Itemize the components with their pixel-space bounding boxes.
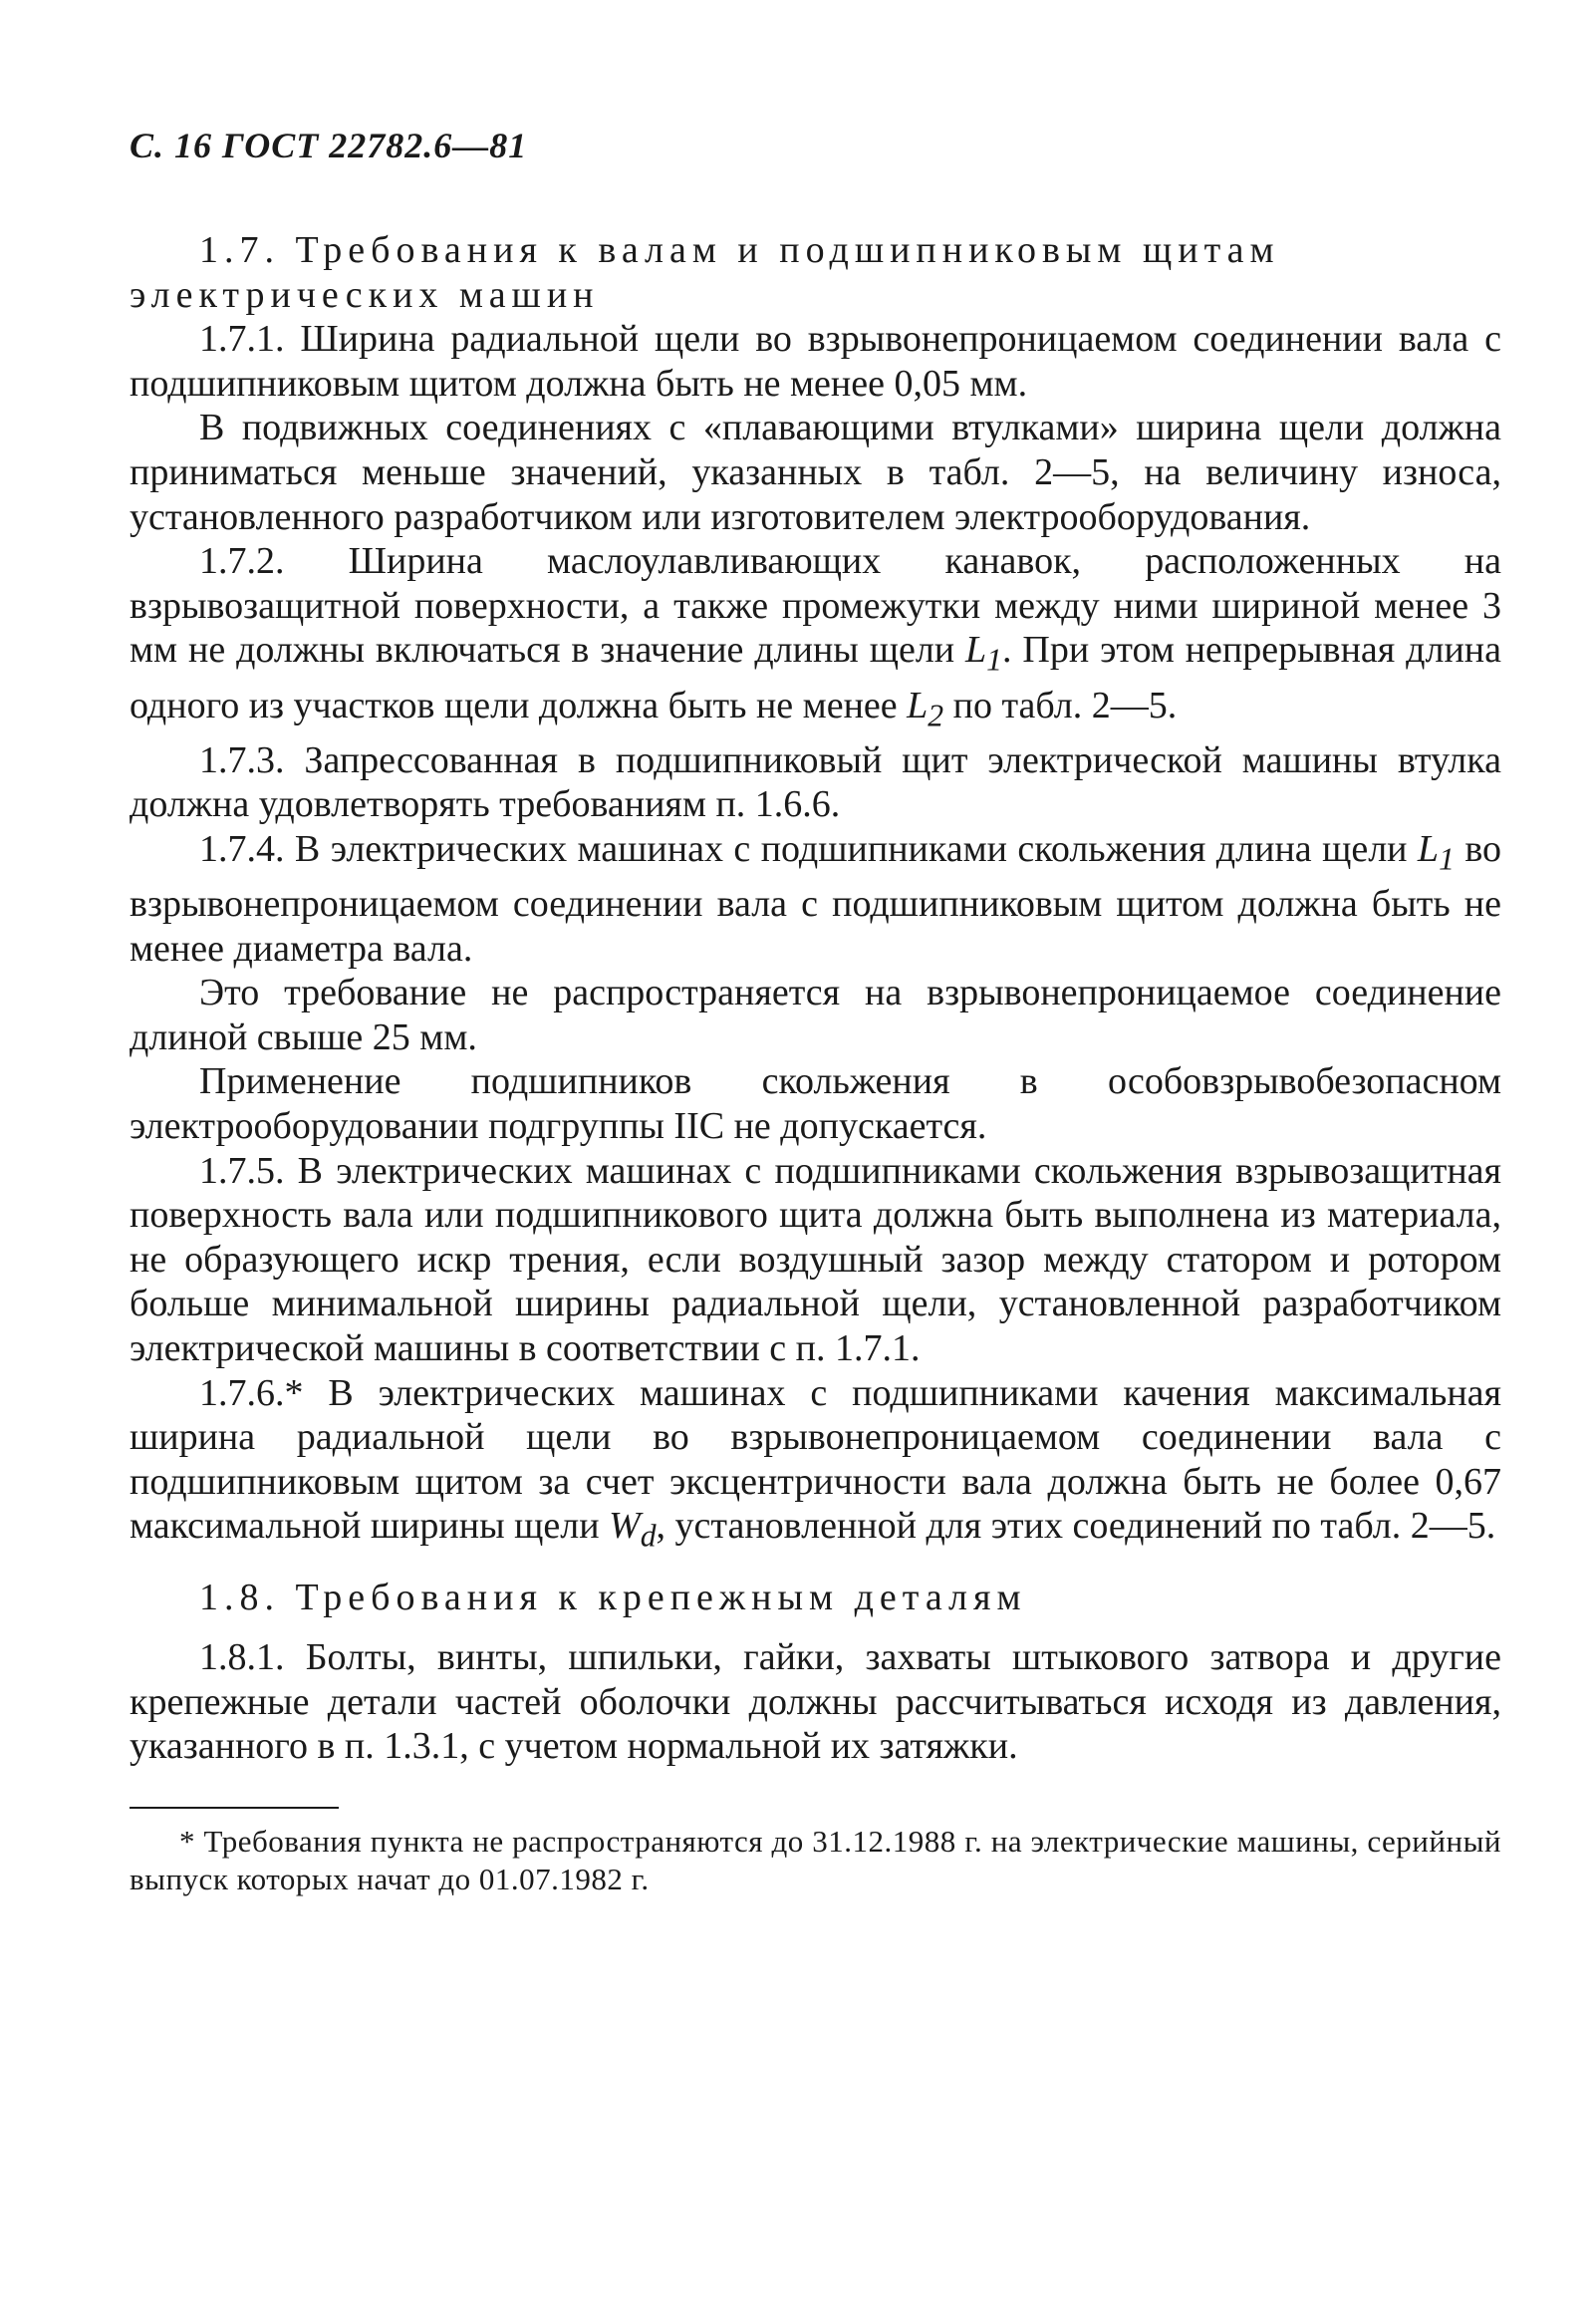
page-header: С. 16 ГОСТ 22782.6—81 <box>130 126 528 165</box>
symbol-l2: $L_2$ <box>907 684 944 733</box>
paragraph-1-7-4-restriction: Применение подшипников скольжения в особовзрывобезопасном электрооборудовании подгруппы IIC не допускается. <box>130 1060 1501 1148</box>
body-text <box>130 228 1501 1769</box>
paragraph-1-7-6-part-a: 1.7.6.* В электрических машинах с подшипниками качения максимальная ширина радиальной щели во взрывонепроницаемом соединении вала с подшипниковым щитом за счет эксцентричности вала должна быть не более 0,67 максимальной ширины щели <box>130 1371 1501 1548</box>
symbol-l1: $L_1$ <box>965 629 1002 678</box>
paragraph-1-7-1: 1.7.1. Ширина радиальной щели во взрывонепроницаемом соединении вала с подшипниковым щитом должна быть не менее 0,05 мм. <box>130 318 1501 405</box>
paragraph-1-7-2-part-a: 1.7.2. Ширина маслоулавливающих канавок, расположенных на взрывозащитной поверхности, а также промежутки между ними шириной менее 3 мм не должны включаться в значение длины щели <box>130 540 1501 672</box>
paragraph-1-7-6-part-b: , установленной для этих соединений по табл. 2—5. <box>656 1505 1496 1548</box>
section-1-8-title: 1.8. Требования к крепежным деталям <box>199 1576 1027 1618</box>
paragraph-1-7-6 <box>130 1371 1501 1560</box>
symbol-l1: $L_1$ <box>1417 827 1455 877</box>
paragraph-1-7-2-part-c: по табл. 2—5. <box>943 684 1178 726</box>
symbol-wd: $W_d$ <box>609 1505 657 1554</box>
paragraph-1-7-4-part-a: 1.7.4. В электрических машинах с подшипниками скольжения длина щели <box>199 827 1418 870</box>
paragraph-1-7-3: 1.7.3. Запрессованная в подшипниковый щит электрической машины втулка должна удовлетворять требованиям п. 1.6.6. <box>130 738 1501 826</box>
paragraph-1-7-4-part-b: во взрывонепроницаемом соединении вала с подшипниковым щитом должна быть не менее диаметра вала. <box>130 827 1501 970</box>
section-1-7-title: 1.7. Требования к валам и подшипниковым щитам электрических машин <box>130 229 1280 316</box>
paragraph-1-7-2 <box>130 539 1501 738</box>
paragraph-1-7-4 <box>130 827 1501 971</box>
paragraph-1-7-4-exception: Это требование не распространяется на взрывонепроницаемое соединение длиной свыше 25 мм. <box>130 972 1501 1058</box>
footnote: * Требования пункта не распространяются до 31.12.1988 г. на электрические машины, серийный выпуск которых начат до 01.07.1982 г. <box>130 1823 1501 1896</box>
footnote-divider <box>130 1807 339 1809</box>
paragraph-1-8-1: 1.8.1. Болты, винты, шпильки, гайки, захваты штыкового затвора и другие крепежные детали частей оболочки должны рассчитываться исходя из давления, указанного в п. 1.3.1, с учетом нормальной их затяжки. <box>130 1636 1501 1768</box>
paragraph-1-7-5: 1.7.5. В электрических машинах с подшипниками скольжения взрывозащитная поверхность вала или подшипникового щита должна быть выполнена из материала, не образующего искр трения, если воздушный зазор между статором и ротором больше минимальной ширины радиальной щели, установленной разработчиком электрической машины в соответствии с п. 1.7.1. <box>130 1149 1501 1370</box>
paragraph-1-7-2-part-b: . При этом непрерывная длина одного из участков щели должна быть не менее <box>130 629 1501 726</box>
paragraph-1-7-1-floating-bushings: В подвижных соединениях с «плавающими втулками» ширина щели должна приниматься меньше значений, указанных в табл. 2—5, на величину износа, установленного разработчиком или изготовителем электрооборудования. <box>130 407 1501 538</box>
